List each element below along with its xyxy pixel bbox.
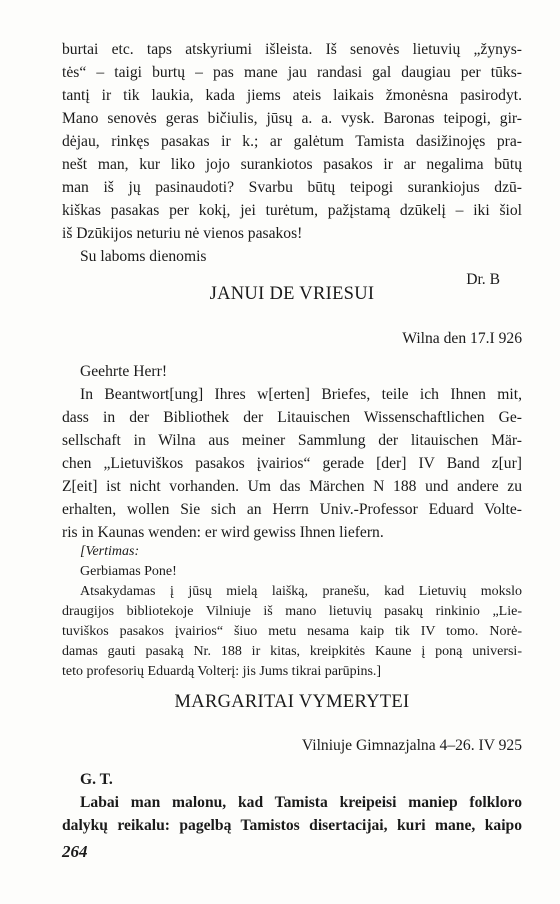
translation-salutation: Gerbiamas Pone! [80,564,177,579]
text-line: sellschaft in Wilna aus meiner Sammlung der litauischen Mär- [62,432,522,449]
salutation: G. T. [80,771,113,788]
text-line: tės“ – taigi burtų – pas mane jau randasi gal daugiau per tūks- [62,64,522,81]
text-line: iš Dzūkijos neturiu nė vienos pasakos! [62,225,303,242]
text-line: kiškas pasakas per kokį, jei turėtum, pažįstamą dzūkelį – iki šiol [62,202,522,219]
letter-heading: MARGARITAI VYMERYTEI [174,692,410,712]
page-number: 264 [62,842,88,861]
text-line: teto profesorių Eduardą Volterį: jis Jums tikrai parūpins.] [62,664,382,679]
translation-label: [Vertimas: [80,544,140,559]
text-line: dalykų reikalu: pagelbą Tamistos disertacijai, kuri mane, kaipo [62,817,522,834]
text-line: nešt man, kur liko jojo surankiotos pasakos ir ar negalima būtų [62,156,522,173]
text-line: dass in der Bibliothek der Litauischen Wissenschaftlichen Ge- [62,409,522,426]
text-line: ris in Kaunas wenden: er wird gewiss Ihnen liefern. [62,524,384,541]
text-line: Atsakydamas į jūsų mielą laišką, pranešu, kad Lietuvių mokslo [80,584,522,599]
letter-heading: JANUI DE VRIESUI [209,284,375,304]
text-line: man iš jų pasinaudoti? Svarbu būtų teipogi surankiojus dzū- [62,179,522,196]
text-line: erhalten, wollen Sie sich an Herrn Univ.-Professor Eduard Volte- [62,501,522,518]
translation-block [62,542,522,682]
text-line: Z[eit] ist nicht vorhanden. Um das Märchen N 188 und andere zu [62,478,522,495]
text-line: tantį ir tik laukia, kada jiems ateis laikais žmonėsna pasirodyt. [62,87,522,104]
closing-line: Su laboms dienomis [80,248,207,265]
letter-1-body [62,38,522,291]
text-line: chen „Lietuviškos pasakos įvairios“ gerade [der] IV Band z[ur] [62,455,522,472]
letter-dateline: Vilniuje Gimnazjalna 4–26. IV 925 [301,737,522,754]
text-line: dėjau, rinkęs pasakas ir k.; ar galėtum Tamista dasižinojęs pra- [62,133,522,150]
salutation: Geehrte Herr! [80,363,168,380]
text-line: In Beantwort[ung] Ihres w[erten] Briefes, teile ich Ihnen mit, [80,386,522,403]
letter-2-body [62,360,522,544]
letter-dateline: Wilna den 17.I 926 [402,330,522,347]
text-line: tuviškos pasakos įvairios“ šiuo metu nesama kaip tik IV tomo. Norė- [62,624,522,639]
text-line: burtai etc. taps atskyriumi išleista. Iš senovės lietuvių „žynys- [62,41,522,58]
text-line: draugijos bibliotekoje Vilniuje iš mano lietuvių pasakų rinkinio „Lie- [62,604,522,619]
text-line: Mano senovės geras bičiulis, jūsų a. a. vysk. Baronas teipogi, gir- [62,110,522,127]
text-line: Labai man malonu, kad Tamista kreipeisi maniep folkloro [80,794,522,811]
letter-3-body [62,768,522,837]
signature: Dr. B [466,271,500,288]
text-line: damas gauti pasaką Nr. 188 ir kitas, kreipkitės Kaune į poną universi- [62,644,522,659]
